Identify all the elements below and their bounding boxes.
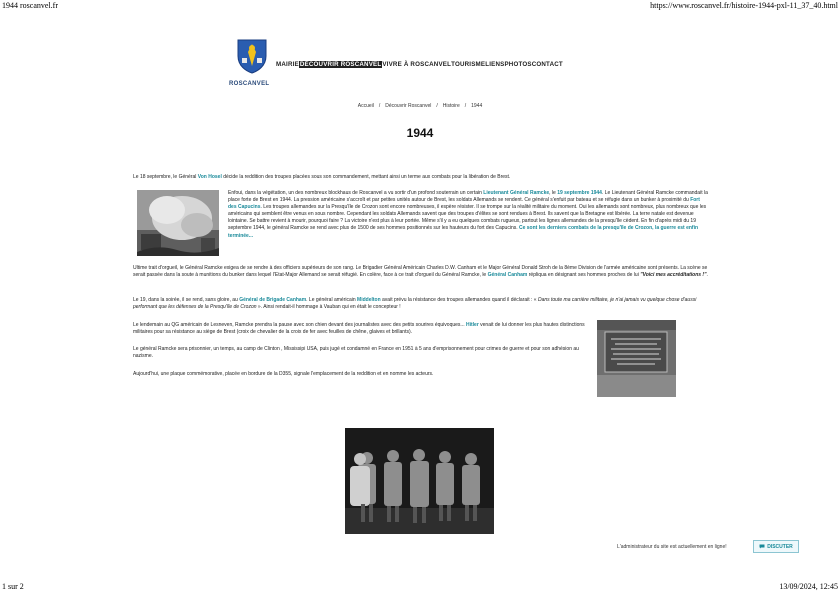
link-fort-capucins[interactable]: Fort des Capucins xyxy=(228,197,700,211)
paragraph-prisonnier: Le général Ramcke sera prisonnier, un temps, au camp de Clinton , Mississipi USA, puis jugé et condamné en France en 1951 à 5 ans d'emprisonnement pour crimes de guerre et pour son adhésion au nazisme. xyxy=(133,346,579,360)
quote-accreditations: "Voici mes accréditations !" xyxy=(640,272,707,279)
admin-online-note: L'administrateur du site est actuellement en ligne! xyxy=(617,544,727,550)
nav-item-contact[interactable]: CONTACT xyxy=(531,61,563,68)
page-title: 1944 xyxy=(406,126,434,140)
link-brigade-canham[interactable]: Général de Brigade Canham xyxy=(239,297,307,303)
link-ramcke[interactable]: Lieutenant Général Ramcke xyxy=(483,190,550,196)
main-nav xyxy=(276,61,563,68)
breadcrumb-home[interactable]: Accueil xyxy=(357,103,374,109)
print-header xyxy=(0,0,840,14)
quote-middelton: Dans toute ma carrière militaire, je n'ai jamais vu quelque chose d'aussi performant que les défenses de la Presqu'île de Crozon xyxy=(133,297,697,311)
paragraph-intro: Le 18 septembre, le Général Von Hosel décide la reddition des troupes placées sous son commandement, mettant ainsi un terme aux combats pour la libération de Brest. xyxy=(133,174,511,180)
paragraph-orgueil: Ultime trait d'orgueil, le Général Ramcke exigea de se rendre à des officiers supérieurs de son rang. Le Brigadier Général Américain Charles D.W. Canham et le Major Général Donald Stroh de la 8ème Division de l'armée américaine sont présents. La scène se serait passée dans la soute à munitions du bunker dans lequel l'Etat-Major Allemand se serait réfugié. En colère, face à ce trait d'orgueil du Général Ramcke, le Général Canham répliqua en désignant ses hommes proches de lui "Voici mes accréditations !". xyxy=(133,265,708,279)
bunker-smoke-photo xyxy=(137,190,219,256)
nav-item-mairie[interactable]: MAIRIE xyxy=(276,61,299,68)
link-general-canham[interactable]: Général Canham xyxy=(487,272,528,279)
print-page-number: 1 sur 2 xyxy=(2,582,24,591)
link-date-19-septembre[interactable]: 19 septembre 1944 xyxy=(557,190,602,196)
paragraph-lesneven: Le lendemain au QG américain de Lesneven, Ramcke prendra la pause avec son chien devant des journalistes avec des petits sourires équivoques... Hitler venait de lui donner les plus hautes distinctions militaires pour sa résistance au siège de Brest (croix de chevalier de la croix de fer avec feuilles de chêne, glaives et brillants). xyxy=(133,322,585,336)
paragraph-plaque: Aujourd'hui, une plaque commémorative, placée en bordure de la D355, signale l'emplacement de la reddition et en nomme les acteurs. xyxy=(133,371,434,377)
breadcrumb-separator: / xyxy=(436,103,438,109)
paragraph-ramcke: Enfoui, dans la végétation, un des nombreux blockhaus de Roscanvel a vu sortir d'un profond souterrain un certain Lieutenant Général Ramcke, le 19 septembre 1944. Le Lieutenant Général Ramcke commandait la place forte de Brest en 1944. La pression américaine s'accroît et par petites unités autour de Brest, les soldats Allemands se rendent. Ce général s'enfuit par bateau et se réfugie dans un bunker à proximité du Fort des Capucins. Les troupes allemandes sur la Presqu'île de Crozon sont encore nombreuses, il espère résister. Il se trompe sur la réalité militaire du moment. Oui les allemands sont nombreux, plus nombreux que les américains qui semblent être venus en sous nombre. Cependant les soldats Allemands savent que des troupes d'élites se sont rendues à Brest. Ils savent que la Bretagne est libérée. La terre natale est devenue lointaine. Se battre revient à mourir, pourquoi faire ? La victoire n'est plus à leur portée. Même s'il y a eu quelques combats rugueux, partout les lignes allemandes de la presqu'île cèdent. En fin d'après midi du 19 septembre 1944, le général Ramcke se rend avec plus de 1500 de ses hommes positionnés sur les hauteurs du fort des Capucins. Ce sont les derniers combats de la presqu'île de Crozon, la guerre est enfin terminée... xyxy=(228,190,708,239)
chat-bubble-icon xyxy=(759,544,765,549)
print-title: 1944 roscanvel.fr xyxy=(2,1,58,10)
breadcrumb-decouvrir[interactable]: Découvrir Roscanvel xyxy=(385,103,432,109)
print-url: https://www.roscanvel.fr/histoire-1944-pxl-11_37_40.html xyxy=(650,1,838,10)
link-von-hosel[interactable]: Von Hosel xyxy=(197,174,222,180)
breadcrumb-separator: / xyxy=(464,103,467,109)
nav-item-vivre[interactable]: VIVRE À ROSCANVEL xyxy=(382,61,452,68)
link-middelton[interactable]: Middelton xyxy=(357,297,381,303)
highlight-derniers-combats: Ce sont les derniers combats de la presqu'île de Crozon, la guerre est enfin terminée... xyxy=(228,225,699,239)
roscanvel-crest-logo[interactable] xyxy=(236,38,268,74)
chat-button-label: DISCUTER xyxy=(767,543,793,550)
breadcrumb xyxy=(0,103,840,109)
nav-item-tourisme[interactable]: TOURISME xyxy=(451,61,486,68)
breadcrumb-histoire[interactable]: Histoire xyxy=(442,103,460,109)
nav-item-photos[interactable]: PHOTOS xyxy=(504,61,532,68)
chat-button[interactable] xyxy=(753,540,799,553)
paragraph-reddition: Le 19, dans la soirée, il se rend, sans gloire, au Général de Brigade Canham. Le général américain Middelton avait prévu la résistance des troupes allemandes quand il déclarait : « Dans toute ma carrière militaire, je n'ai jamais vu quelque chose d'aussi performant que les défenses de la Presqu'île de Crozon ». Ainsi rendait-il hommage à Vauban qui en était le concepteur ! xyxy=(133,297,697,311)
nav-item-decouvrir[interactable]: DÉCOUVRIR ROSCANVEL xyxy=(299,61,382,68)
breadcrumb-current: 1944 xyxy=(471,103,483,109)
site-name[interactable]: ROSCANVEL xyxy=(229,81,270,87)
link-hitler[interactable]: Hitler xyxy=(465,322,479,328)
breadcrumb-separator: / xyxy=(378,103,381,109)
print-datetime: 13/09/2024, 12:45 xyxy=(779,582,838,591)
nav-item-liens[interactable]: LIENS xyxy=(485,61,505,68)
surrender-group-photo xyxy=(345,428,494,534)
commemorative-plaque-photo xyxy=(597,320,676,397)
print-footer xyxy=(0,580,840,594)
